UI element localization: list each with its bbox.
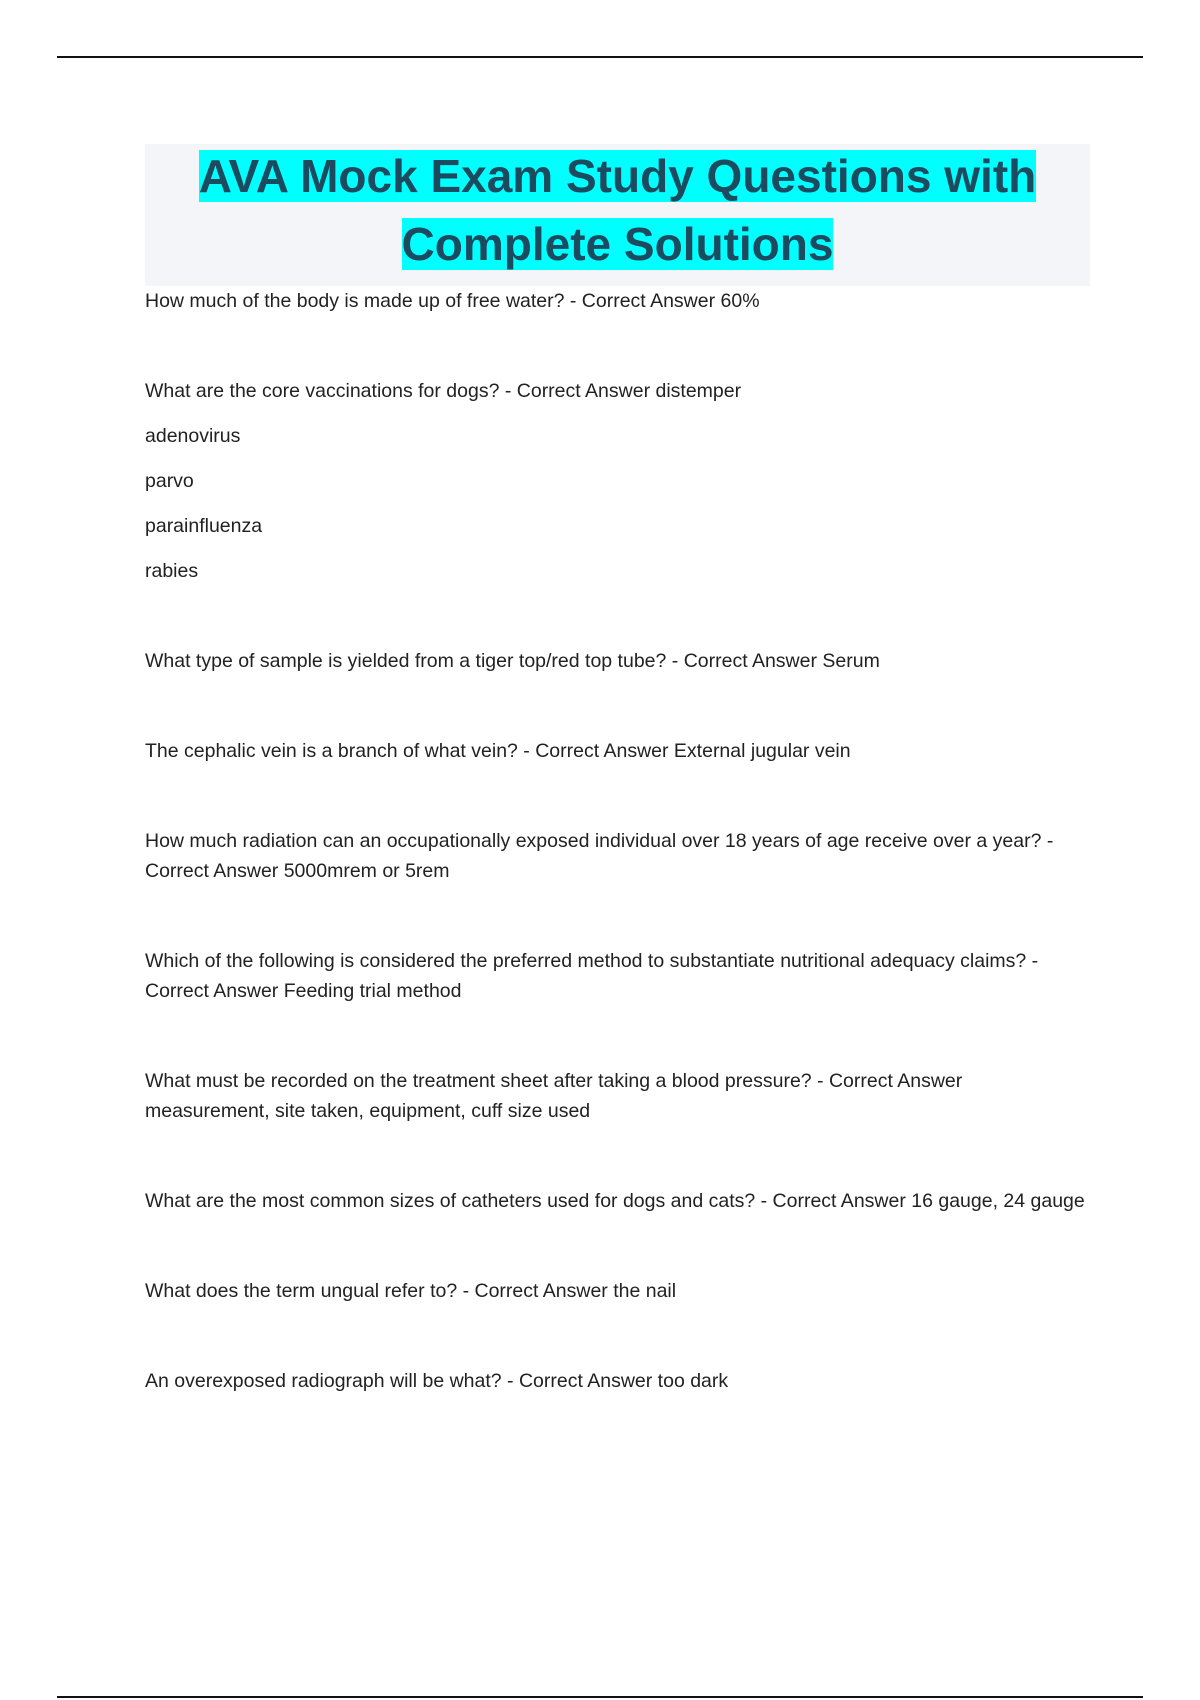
qa-text: What type of sample is yielded from a tiger top/red top tube? - Correct Answer Serum: [145, 650, 880, 672]
qa-extra-line: adenovirus: [145, 425, 241, 447]
qa-item: [145, 826, 1090, 886]
document-body: [145, 144, 1090, 1456]
qa-extra-line: rabies: [145, 560, 199, 582]
qa-text: What must be recorded on the treatment sheet after taking a blood pressure? - Correct Answer measurement, site taken, equipment, cuff size used: [145, 1070, 963, 1122]
qa-extra-line: parvo: [145, 470, 194, 492]
qa-text: Which of the following is considered the preferred method to substantiate nutritional adequacy claims? - Correct Answer Feeding trial method: [145, 950, 1039, 1002]
qa-item: [145, 286, 1090, 316]
qa-item: [145, 1066, 1090, 1126]
title-line-1: AVA Mock Exam Study Questions with: [198, 150, 1037, 202]
qa-item: [145, 1186, 1090, 1216]
qa-item: [145, 646, 1090, 676]
title-block: [145, 144, 1090, 286]
qa-item: [145, 736, 1090, 766]
qa-text: What are the most common sizes of catheters used for dogs and cats? - Correct Answer 16 gauge, 24 gauge: [145, 1190, 1085, 1212]
qa-item: [145, 1366, 1090, 1396]
qa-list: [145, 286, 1090, 1396]
title-line-2: Complete Solutions: [401, 218, 834, 270]
qa-text: An overexposed radiograph will be what? - Correct Answer too dark: [145, 1370, 729, 1392]
qa-item: [145, 1276, 1090, 1306]
qa-item: [145, 946, 1090, 1006]
qa-text: How much radiation can an occupationally exposed individual over 18 years of age receive over a year? - Correct Answer 5000mrem or 5rem: [145, 830, 1054, 882]
qa-extra-line: parainfluenza: [145, 515, 263, 537]
bottom-rule: [57, 1696, 1143, 1698]
qa-text: What does the term ungual refer to? - Correct Answer the nail: [145, 1280, 677, 1302]
qa-item: [145, 376, 1090, 586]
qa-text: The cephalic vein is a branch of what vein? - Correct Answer External jugular vein: [145, 740, 851, 762]
qa-text: What are the core vaccinations for dogs? - Correct Answer distemper: [145, 380, 742, 402]
qa-text: How much of the body is made up of free water? - Correct Answer 60%: [145, 290, 760, 312]
top-rule: [57, 56, 1143, 58]
